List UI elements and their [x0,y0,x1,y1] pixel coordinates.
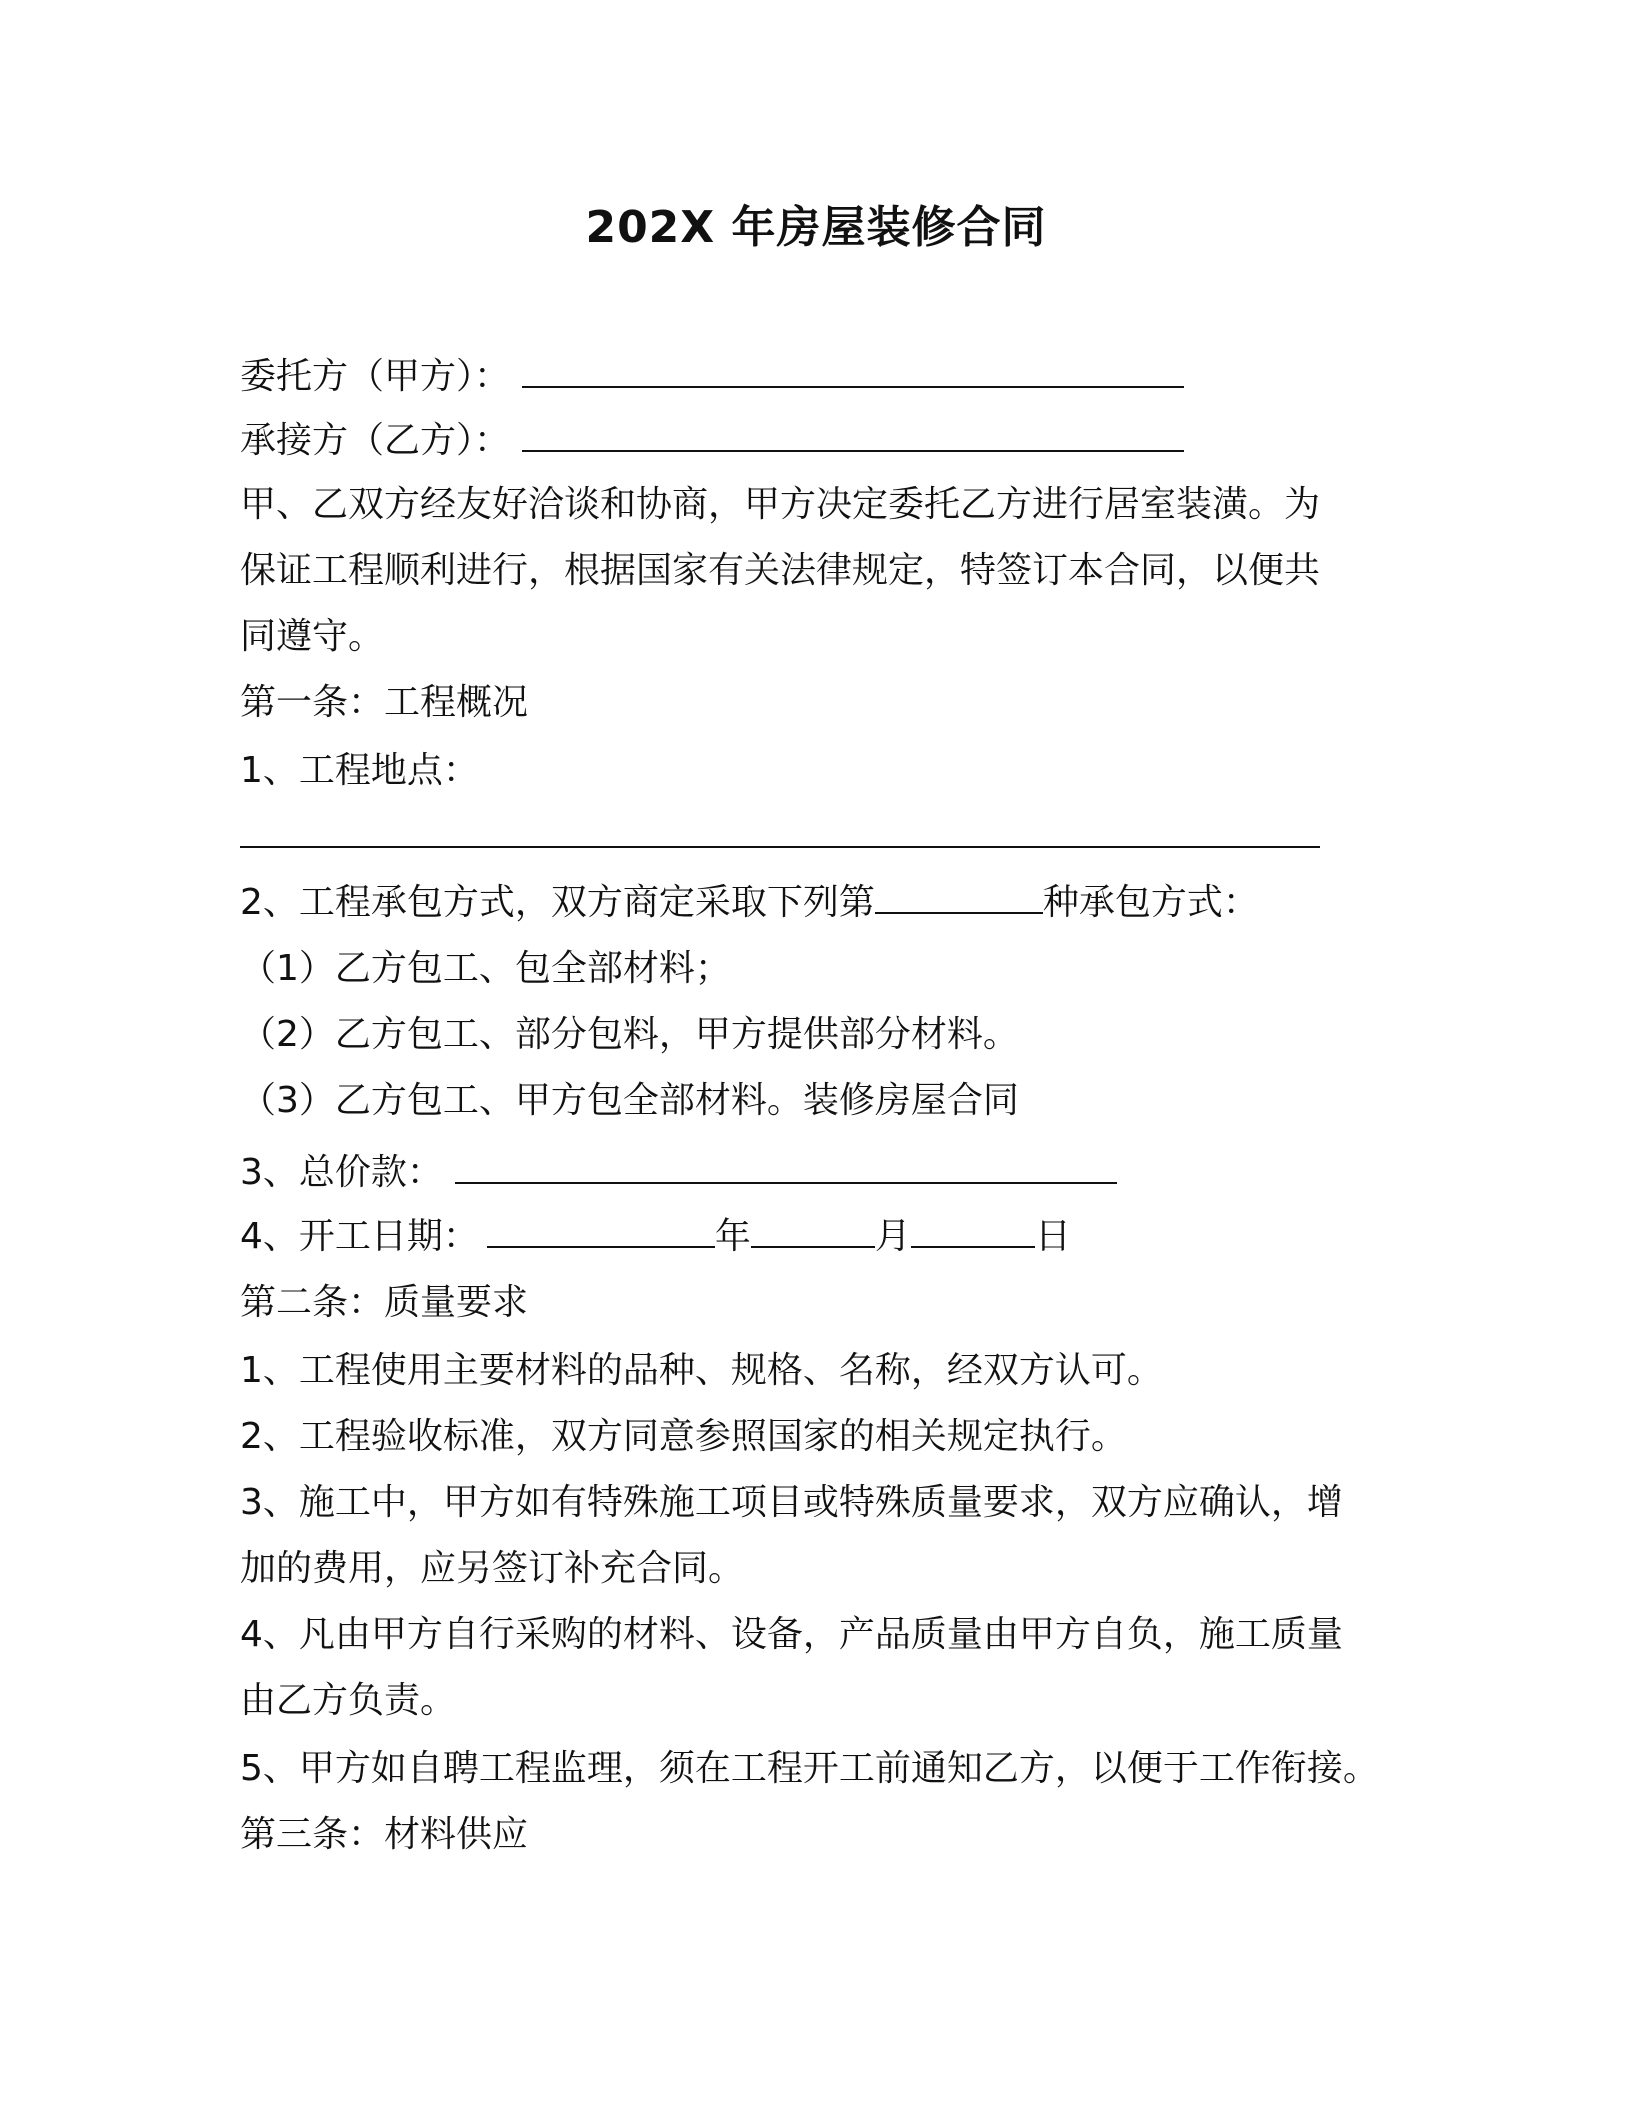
quality-item-3-line-1: 3、施工中，甲方如有特殊施工项目或特殊质量要求，双方应确认，增 [240,1482,1343,1523]
party-b-blank[interactable] [522,420,1184,452]
document-title: 202X 年房屋装修合同 [585,202,1047,253]
item-2-prefix: 2、工程承包方式，双方商定采取下列第 [240,882,875,923]
quality-item-4-line-1: 4、凡由甲方自行采购的材料、设备，产品质量由甲方自负，施工质量 [240,1614,1343,1655]
article-1-heading: 第一条：工程概况 [240,682,529,723]
month-label: 月 [874,1216,911,1257]
year-label: 年 [714,1216,751,1257]
party-a-label: 委托方（甲方）： [240,356,511,397]
item-2-contract-method [240,878,1259,928]
party-a-line [240,352,1184,402]
item-4-start-date [240,1212,1071,1262]
item-1-location: 1、工程地点： [240,750,479,791]
item-3-total-price [240,1148,1117,1198]
start-year-blank[interactable] [487,1216,715,1248]
party-b-line [240,416,1184,466]
day-label: 日 [1034,1216,1071,1257]
quality-item-2: 2、工程验收标准，双方同意参照国家的相关规定执行。 [240,1416,1127,1457]
start-day-blank[interactable] [911,1216,1035,1248]
party-b-label: 承接方（乙方）： [240,420,511,461]
item-2-suffix: 种承包方式： [1042,882,1259,923]
quality-item-1: 1、工程使用主要材料的品种、规格、名称，经双方认可。 [240,1350,1163,1391]
total-price-blank[interactable] [455,1152,1117,1184]
quality-item-3-line-2: 加的费用，应另签订补充合同。 [240,1548,745,1589]
start-month-blank[interactable] [751,1216,875,1248]
option-1: （1）乙方包工、包全部材料； [240,948,731,989]
intro-line-3: 同遵守。 [240,616,385,657]
option-3: （3）乙方包工、甲方包全部材料。装修房屋合同 [240,1080,1019,1121]
quality-item-4-line-2: 由乙方负责。 [240,1680,457,1721]
quality-item-5: 5、甲方如自聘工程监理，须在工程开工前通知乙方，以便于工作衔接。 [240,1748,1379,1789]
method-number-blank[interactable] [875,882,1043,914]
article-3-heading: 第三条：材料供应 [240,1814,529,1855]
item-4-label: 4、开工日期： [240,1216,479,1257]
intro-line-2: 保证工程顺利进行，根据国家有关法律规定，特签订本合同，以便共 [240,550,1321,591]
article-2-heading: 第二条：质量要求 [240,1282,529,1323]
party-a-blank[interactable] [522,356,1184,388]
item-3-label: 3、总价款： [240,1152,443,1193]
option-2: （2）乙方包工、部分包料，甲方提供部分材料。 [240,1014,1019,1055]
location-blank-line [240,812,1320,862]
intro-line-1: 甲、乙双方经友好洽谈和协商，甲方决定委托乙方进行居室装潢。为 [240,484,1321,525]
location-blank[interactable] [240,816,1320,848]
